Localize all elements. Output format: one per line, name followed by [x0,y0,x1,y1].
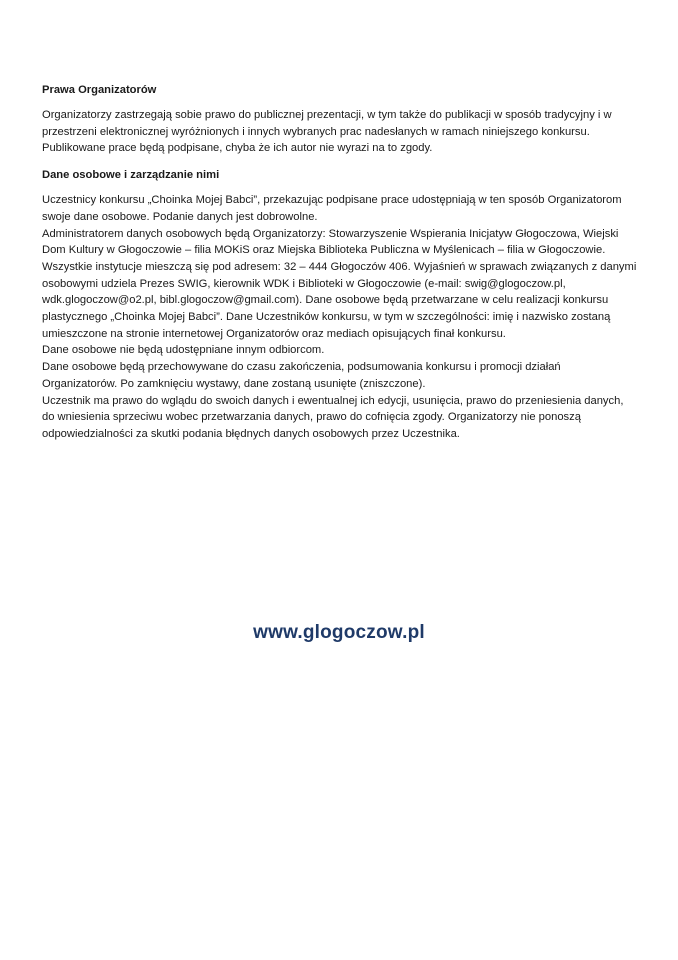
paragraph: Dane osobowe będą przechowywane do czasu zakończenia, podsumowania konkursu i promocji działań Organizatorów. Po zamknięciu wystawy, dane zostaną usunięte (zniszczone). [42,361,561,390]
paragraph: Administratorem danych osobowych będą Organizatorzy: Stowarzyszenie Wspierania Inicjatyw Głogoczowa, Wiejski Dom Kultury w Głogoczowie – filia MOKiS oraz Miejska Biblioteka Publiczna w Myślenicach – filia w Głogoczowie. Wszystkie instytucje mieszczą się pod adresem: 32 – 444 Głogoczów 406. Wyjaśnień w sprawach związanych z danymi osobowymi udziela Prezes SWIG, kierownik WDK i Biblioteki w Głogoczowie (e-mail: swig@glogoczow.pl, wdk.glogoczow@o2.pl, bibl.glogoczow@gmail.com). Dane osobowe będą przetwarzane w celu realizacji konkursu plastycznego „Choinka Mojej Babci”. Dane Uczestników konkursu, w tym w szczególności: imię i nazwisko zostaną umieszczone na stronie internetowej Organizatorów oraz mediach opisujących finał konkursu. [42,227,637,340]
section-heading-organizer-rights: Prawa Organizatorów [42,84,157,96]
section-heading-personal-data: Dane osobowe i zarządzanie nimi [42,169,220,182]
paragraph: Uczestnik ma prawo do wglądu do swoich danych i ewentualnej ich edycji, usunięcia, prawo do przeniesienia danych, do wniesienia sprzeciwu wobec przetwarzania danych, prawo do cofnięcia zgody. Organizatorzy nie ponoszą odpowiedzialności za skutki podania błędnych danych osobowych przez Uczestnika. [42,394,624,440]
paragraph: Uczestnicy konkursu „Choinka Mojej Babci”, przekazując podpisane prace udostępniają w ten sposób Organizatorom swoje dane osobowe. Podanie danych jest dobrowolne. [42,194,622,223]
section-spacer [42,157,638,167]
paragraph: Dane osobowe nie będą udostępniane innym odbiorcom. [42,344,325,357]
website-url[interactable]: www.glogoczow.pl [253,622,425,643]
paragraph: Organizatorzy zastrzegają sobie prawo do publicznej prezentacji, w tym także do publikacji w sposób tradycyjny i w przestrzeni elektronicznej wyróżnionych i innych wybranych prac nadesłanych w ramach niniejszego konkursu. Publikowane prace będą podpisane, chyba że ich autor nie wyrazi na to zgody. [42,109,612,155]
